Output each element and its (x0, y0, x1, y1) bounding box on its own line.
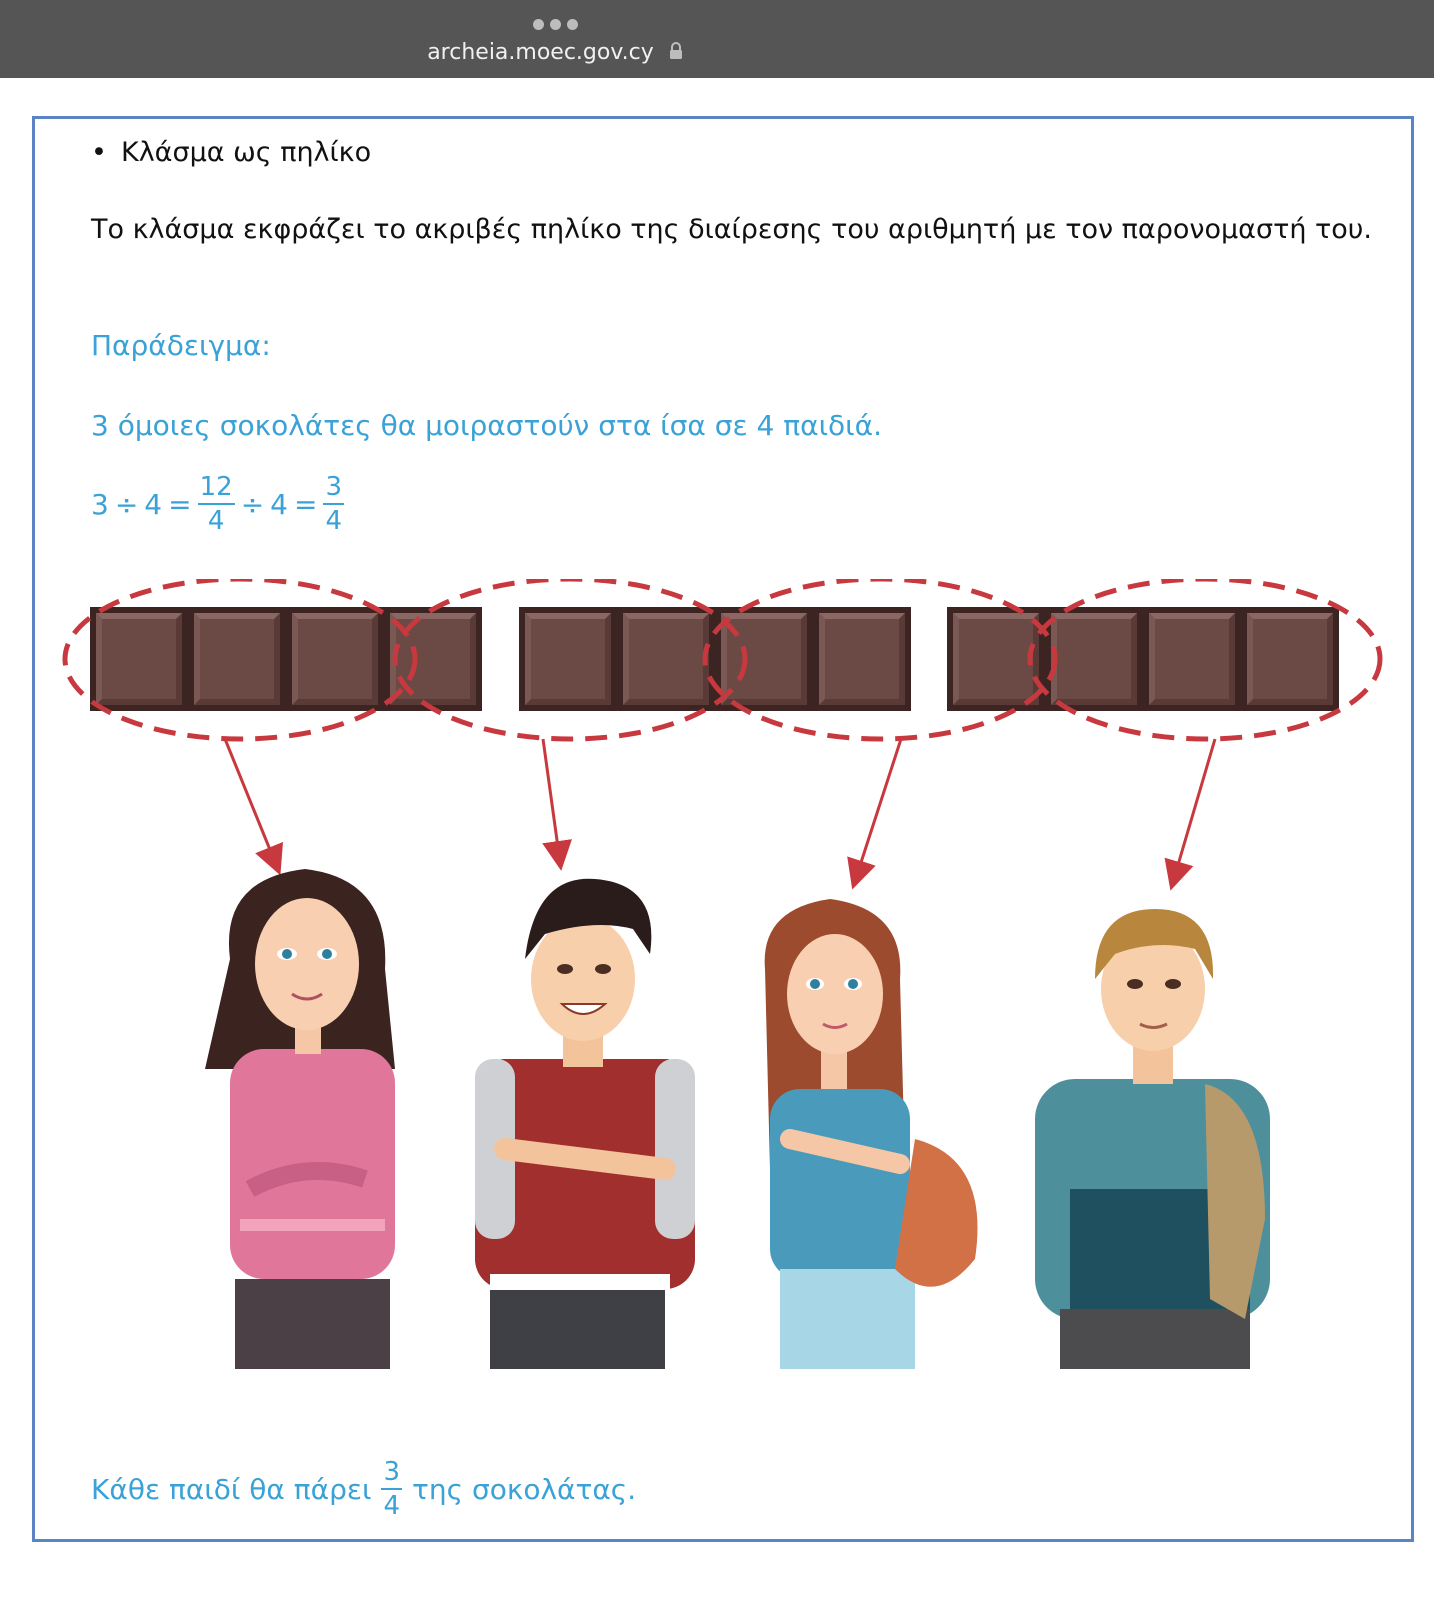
fraction-numerator: 3 (325, 472, 342, 502)
fraction-three-quarters (323, 474, 344, 534)
eq-divisor: 4 (144, 487, 163, 521)
lock-icon (669, 41, 683, 66)
url-text: archeia.moec.gov.cy (427, 40, 654, 65)
definition-text: Το κλάσμα εκφράζει το ακριβές πηλίκο της διαίρεσης του αριθμητή με τον παρονομαστή του. (91, 214, 1373, 245)
fraction-numerator: 3 (383, 1457, 401, 1487)
fraction-bar (323, 503, 344, 505)
conclusion-text (91, 1459, 636, 1519)
eq-equals: = (168, 487, 192, 521)
child-3 (765, 899, 978, 1369)
fraction-numerator: 12 (199, 472, 233, 502)
address-bar[interactable] (0, 40, 1110, 66)
chocolate-bar-3 (947, 607, 1339, 711)
eq-divide-sign: ÷ (240, 487, 265, 521)
conclusion-before: Κάθε παιδί θα πάρει (91, 1472, 372, 1506)
division-equation (91, 474, 344, 534)
example-label: Παράδειγμα: (91, 329, 271, 362)
bullet-marker: • (91, 137, 107, 168)
eq-divisor: 4 (270, 487, 288, 521)
chocolate-bar-1 (90, 607, 482, 711)
problem-statement: 3 όμοιες σοκολάτες θα μοιραστούν στα ίσα σε 4 παιδιά. (91, 409, 882, 442)
arrow-to-child-2 (543, 739, 560, 862)
fraction-bar (381, 1488, 402, 1490)
heading-text: Κλάσμα ως πηλίκο (121, 137, 372, 168)
fraction-denominator: 4 (207, 506, 225, 536)
section-heading (91, 137, 371, 168)
browser-top-bar (0, 0, 1434, 78)
arrow-to-child-1 (225, 739, 277, 867)
arrow-to-child-3 (855, 739, 901, 881)
fraction-twelve-quarters (198, 474, 235, 534)
share-arrows (225, 739, 1215, 882)
fraction-denominator: 4 (325, 506, 342, 536)
chocolate-bar-2 (519, 607, 911, 711)
eq-dividend: 3 (91, 487, 109, 521)
document-page (32, 116, 1414, 1542)
child-1 (205, 869, 395, 1369)
child-2 (475, 879, 695, 1369)
fraction-three-quarters (381, 1459, 402, 1519)
fraction-denominator: 4 (383, 1491, 401, 1521)
chocolate-sharing-illustration (35, 579, 1411, 1449)
more-dots-icon[interactable] (533, 19, 578, 30)
child-4 (1035, 909, 1270, 1369)
fraction-bar (198, 503, 235, 505)
arrow-to-child-4 (1173, 739, 1215, 882)
eq-divide-sign: ÷ (114, 487, 139, 521)
eq-equals: = (293, 487, 318, 521)
conclusion-after: της σοκολάτας. (412, 1472, 637, 1506)
